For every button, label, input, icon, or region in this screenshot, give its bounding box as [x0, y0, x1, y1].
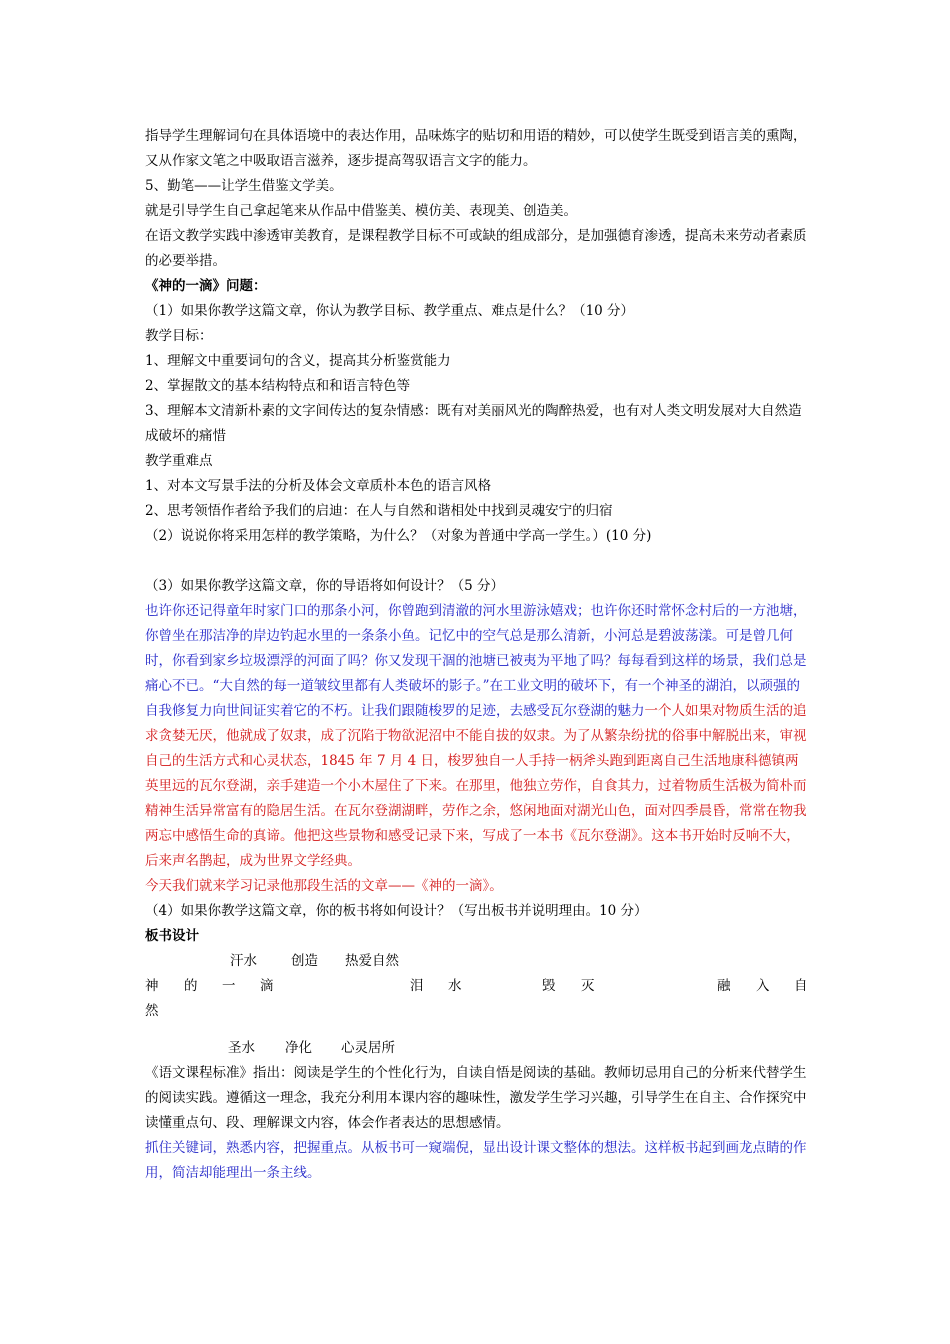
board-middle-row [145, 974, 810, 999]
board-middle-wrap: 然 [145, 1003, 159, 1019]
board-explanation: 《语文课程标准》指出：阅读是学生的个性化行为，自读自悟是阅读的基础。教师切忌用自己的分析来代替学生的阅读实践。遵循这一理念，我充分利用本课内容的趣味性，激发学生学习兴趣，引导学生在自主、合作探究中读懂重点句、段、理解课文内容，体会作者表达的思想感情。 [145, 1065, 807, 1131]
board-word: 净化 [285, 1040, 312, 1056]
board-summary: 抓住关键词，熟悉内容，把握重点。从板书可一窥端倪，显出设计课文整体的想法。这样板书起到画龙点睛的作用，简洁却能理出一条主线。 [145, 1140, 807, 1181]
document-page [145, 124, 810, 1186]
board-word: 热爱自然 [345, 953, 399, 969]
paragraph-aesthetic-education: 在语文教学实践中渗透审美教育，是课程教学目标不可或缺的组成部分，是加强德育渗透，提高未来劳动者素质的必要举措。 [145, 228, 807, 269]
teaching-goal-item: 1、理解文中重要词句的含义，提高其分析鉴赏能力 [145, 353, 451, 369]
board-char: 的 [184, 978, 198, 994]
board-word: 圣水 [228, 1040, 255, 1056]
board-char: 泪 [410, 978, 424, 994]
question-3: （3）如果你教学这篇文章，你的导语将如何设计？（5 分） [145, 578, 504, 594]
questions-title: 《神的一滴》问题： [145, 278, 267, 294]
key-point-item: 1、对本文写景手法的分析及体会文章质朴本色的语言风格 [145, 478, 492, 494]
board-char: 自 [794, 978, 808, 994]
board-char: 灭 [581, 978, 595, 994]
intro-paragraph [145, 599, 810, 874]
paragraph-guide-students: 就是引导学生自己拿起笔来从作品中借鉴美、模仿美、表现美、创造美。 [145, 203, 577, 219]
teaching-goal-item: 3、理解本文清新朴素的文字间传达的复杂情感：既有对美丽风光的陶醉热爱，也有对人类文明发展对大自然造成破坏的痛惜 [145, 403, 802, 444]
teaching-goals-title: 教学目标： [145, 328, 213, 344]
blank-line [145, 549, 810, 574]
key-point-item: 2、思考领悟作者给予我们的启迪：在人与自然和谐相处中找到灵魂安宁的归宿 [145, 503, 613, 519]
board-top-row [145, 949, 810, 974]
board-bottom-row [145, 1036, 810, 1061]
board-char: 滴 [260, 978, 274, 994]
board-char: 神 [145, 978, 159, 994]
board-char: 一 [222, 978, 236, 994]
key-points-title: 教学重难点 [145, 453, 213, 469]
board-char: 水 [448, 978, 462, 994]
paragraph-language-appreciation: 指导学生理解词句在具体语境中的表达作用，品味炼字的贴切和用语的精妙，可以使学生既受到语言美的熏陶，又从作家文笔之中吸取语言滋养，逐步提高驾驭语言文字的能力。 [145, 128, 807, 169]
teaching-goal-item: 2、掌握散文的基本结构特点和和语言特色等 [145, 378, 411, 394]
question-1: （1）如果你教学这篇文章，你认为教学目标、教学重点、难点是什么？（10 分） [145, 303, 635, 319]
question-2: （2）说说你将采用怎样的教学策略，为什么？（对象为普通中学高一学生。）(10 分) [145, 528, 652, 544]
intro-text-red: 一个人如果对物质生活的追求贪婪无厌，他就成了奴隶，成了沉陷于物欲泥沼中不能自拔的奴隶。为了从繁杂纷扰的俗事中解脱出来，审视自己的生活方式和心灵状态，1845 年 7 月 4 日，梭罗独自一人手持一柄斧头跑到距离自己生活地康科德镇两英里远的瓦尔登湖，亲手建造一个小木屋住了下来。在那里，他独立劳作，自食其力，过着物质生活极为简朴而精神生活异常富有的隐居生活。在瓦尔登湖湖畔，劳作之余，悠闲地面对湖光山色，面对四季晨昏，常常在物我两忘中感悟生命的真谛。他把这些景物和感受记录下来，写成了一本书《瓦尔登湖》。这本书开始时反响不大，后来声名鹊起，成为世界文学经典。 [145, 703, 807, 869]
paragraph-diligent-writing: 5、勤笔——让学生借鉴文学美。 [145, 178, 343, 194]
board-char: 入 [756, 978, 770, 994]
intro-text-blue: 也许你还记得童年时家门口的那条小河，你曾跑到清澈的河水里游泳嬉戏；也许你还时常怀念村后的一方池塘，你曾坐在那洁净的岸边钓起水里的一条条小鱼。记忆中的空气总是那么清新，小河总是碧波荡漾。可是曾几何时，你看到家乡垃圾漂浮的河面了吗？你又发现干涸的池塘已被夷为平地了吗？每每看到这样的场景，我们总是痛心不已。“大自然的每一道皱纹里都有人类破坏的影子。”在工业文明的破坏下，有一个神圣的湖泊，以顽强的自我修复力向世间证实着它的不朽。让我们跟随梭罗的足迹，去感受瓦尔登湖的魅力 [145, 603, 807, 719]
board-design-title: 板书设计 [145, 928, 199, 944]
board-word: 汗水 [230, 953, 257, 969]
intro-closing: 今天我们就来学习记录他那段生活的文章——《神的一滴》。 [145, 878, 503, 894]
board-word: 创造 [291, 953, 318, 969]
board-word: 心灵居所 [341, 1040, 395, 1056]
board-char: 融 [717, 978, 731, 994]
board-char: 毁 [542, 978, 556, 994]
blank-line [145, 1024, 810, 1036]
question-4: （4）如果你教学这篇文章，你的板书将如何设计？（写出板书并说明理由。10 分） [145, 903, 648, 919]
